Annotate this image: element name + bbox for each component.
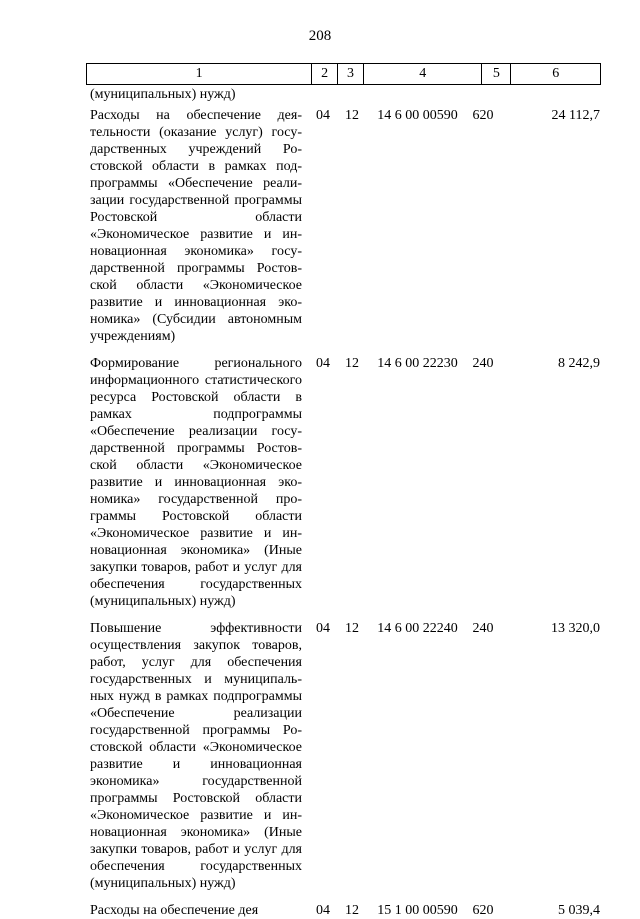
- row-expense-type: 620: [472, 903, 494, 918]
- row-description: Повышение эффективности осуществления закупок товаров, работ, услуг для обеспечения государственных и муниципальных нужд в рамках подпрограммы «Обеспечение реализации государственной программы Ростовской области «Экономическое развитие и инновационная экономика» государственной программы Ростовской области «Экономическое развитие и инновационная экономика» (Иные закупки товаров, работ и услуг для обеспечения государственных (муниципальных) нужд): [90, 621, 302, 891]
- header-col-3: 3: [337, 64, 363, 84]
- row-description: Расходы на обеспечение деятельности (оказание услуг) государственных учреждений Ростовской области в рамках подпрограммы «Обеспечение реализации государственной программы Ростовской области «Экономическое развитие и инновационная экономика» государственной программы Ростовской области «Экономическое развитие и инновационная экономика» (Субсидии автономным учреждениям): [90, 108, 302, 344]
- row-amount: 24 112,7: [551, 108, 600, 123]
- row-target-code: 15 1 00 00590: [377, 903, 458, 918]
- header-col-2: 2: [311, 64, 337, 84]
- row-amount: 13 320,0: [551, 621, 600, 636]
- row-section: 04: [316, 903, 330, 918]
- row-amount: 8 242,9: [558, 356, 600, 371]
- row-subsection: 12: [345, 621, 359, 636]
- page-number: 208: [308, 28, 332, 44]
- row-subsection: 12: [345, 108, 359, 123]
- row-target-code: 14 6 00 22240: [377, 621, 458, 636]
- row-amount: 5 039,4: [558, 903, 600, 918]
- row-subsection: 12: [345, 356, 359, 371]
- row-description: Формирование регионального информационного статистического ресурса Ростовской области в рамках подпрограммы «Обеспечение реализации государственной программы Ростовской области «Экономическое развитие и инновационная экономика» государственной программы Ростовской области «Экономическое развитие и инновационная экономика» (Иные закупки товаров, работ и услуг для обеспечения государственных (муниципальных) нужд): [90, 356, 302, 609]
- header-col-6: 6: [510, 64, 600, 84]
- row-expense-type: 620: [472, 108, 494, 123]
- header-col-4: 4: [363, 64, 482, 84]
- row-target-code: 14 6 00 00590: [377, 108, 458, 123]
- row-section: 04: [316, 621, 330, 636]
- row-expense-type: 240: [472, 356, 494, 371]
- table-header: [86, 63, 601, 85]
- header-col-1: 1: [195, 66, 203, 81]
- table-row: [90, 620, 600, 892]
- row-section: 04: [316, 356, 330, 371]
- row-target-code: 14 6 00 22230: [377, 356, 458, 371]
- table-row: [90, 355, 600, 610]
- row-expense-type: 240: [472, 621, 494, 636]
- row-section: 04: [316, 108, 330, 123]
- header-col-5: 5: [481, 64, 510, 84]
- row-description: Расходы на обеспечение дея: [90, 903, 259, 918]
- continuation-text: (муниципальных) нужд): [90, 87, 236, 102]
- table-body: [90, 86, 600, 919]
- table-row: [90, 107, 600, 345]
- row-subsection: 12: [345, 903, 359, 918]
